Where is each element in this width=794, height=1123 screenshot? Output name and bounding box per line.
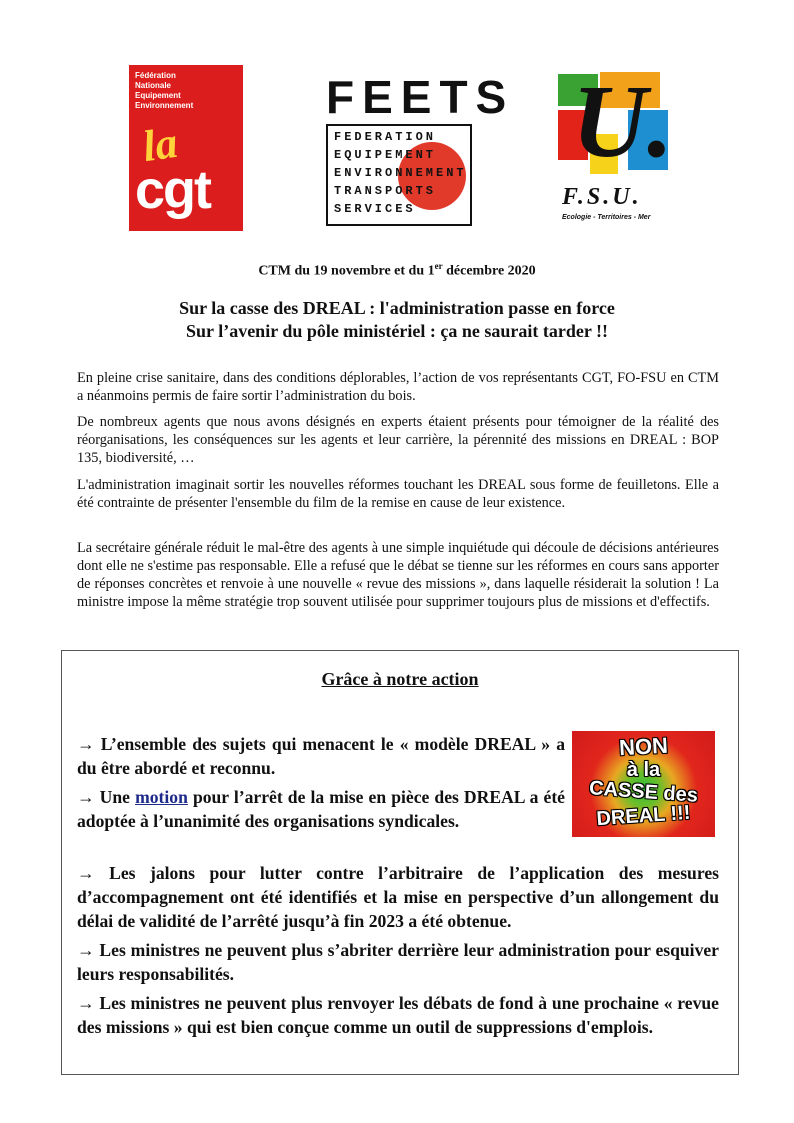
paragraph-administration: L'administration imaginait sortir les nouvelles réformes touchant les DREAL sous forme de feuilletons. Elle a été contrainte de présenter l'ensemble du film de la remise en cause de leur existence. — [77, 477, 719, 511]
paragraph-secretary: La secrétaire générale réduit le mal-être des agents à une simple inquiétude qui découle de décisions antérieures dont elle ne s'estime pas responsable. Elle a refusé que le débat se tienne sur les réformes en cours sans apporter de réponses concrètes et renvoie à une nouvelle « revue des missions », dans laquelle résiderait la solution ! La ministre impose la même stratégie trop souvent utilisée pour supprimer toujours plus de missions et d'effectifs. — [77, 540, 719, 610]
motion-link[interactable]: motion — [135, 787, 188, 807]
non-casse-dreal-badge — [572, 731, 715, 837]
fets-logo-row: TRANSPORTS — [334, 184, 437, 198]
action-item: → L’ensemble des sujets qui menacent le « modèle DREAL » a du être abordé et reconnu. — [77, 734, 565, 778]
cgt-logo-line: Nationale — [135, 81, 172, 90]
cgt-logo-line: Equipement — [135, 91, 181, 100]
badge-line: NON — [618, 732, 669, 761]
badge-line: CASSE des — [588, 777, 699, 807]
headline-pole: Sur l’avenir du pôle ministériel : ça ne saurait tarder !! — [186, 321, 608, 341]
action-item: → Les jalons pour lutter contre l’arbitraire de l’application des mesures d’accompagnement ont été identifiés et la mise en perspective d’un allongement du délai de validité de l’arrêté jusqu’à fin 2023 a été obtenue. — [77, 863, 719, 931]
cgt-logo — [129, 65, 243, 231]
action-item-text: → Une — [77, 787, 136, 807]
meeting-date — [0, 261, 794, 280]
fets-logo-row: ENVIRONNEMENT — [334, 166, 467, 180]
action-item: → Les ministres ne peuvent plus s’abriter derrière leur administration pour esquiver leurs responsabilités. — [77, 940, 719, 984]
cgt-logo-line: Environnement — [135, 101, 194, 110]
fsu-logo-letter: U. — [572, 64, 674, 179]
action-item: → Les ministres ne peuvent plus renvoyer les débats de fond à une prochaine « revue des missions » qui est bien conçue comme un outil de suppressions d'emplois. — [77, 993, 719, 1037]
meeting-date-prefix: CTM du 19 novembre et du 1 — [258, 263, 435, 279]
fets-logo — [322, 66, 515, 226]
cgt-logo-line: Fédération — [135, 71, 176, 80]
meeting-date-sup: er — [434, 261, 443, 271]
action-item-text: pour l’arrêt de la mise en pièce des DREAL a été adoptée à l’unanimité des organisations syndicales. — [77, 787, 565, 831]
headline-dreal: Sur la casse des DREAL : l'administration passe en force — [179, 298, 615, 318]
cgt-logo-la: la — [139, 117, 181, 172]
fets-logo-row: FEDERATION — [334, 130, 437, 144]
fsu-logo — [556, 64, 674, 228]
fsu-logo-subtitle: Ecologie - Territoires - Mer — [562, 214, 651, 221]
fets-logo-box — [326, 124, 472, 226]
action-title: Grâce à notre action — [321, 669, 479, 689]
fets-logo-title: FEETS — [326, 71, 515, 123]
fets-logo-row: EQUIPEMENT — [334, 148, 437, 162]
paragraph-intro: En pleine crise sanitaire, dans des conditions déplorables, l’action de vos représentants CGT, FO-FSU en CTM a néanmoins permis de faire sortir l’administration du bois. — [77, 370, 719, 404]
fets-logo-row: SERVICES — [334, 202, 416, 216]
meeting-date-suffix: décembre 2020 — [442, 263, 536, 279]
paragraph-experts: De nombreux agents que nous avons désignés en experts étaient présents pour témoigner de la réalité des réorganisations, les conséquences sur les agents et leur carrière, la pérennité des missions en DREAL : BOP 135, biodiversité, … — [77, 414, 719, 466]
fsu-logo-name: F.S.U. — [562, 184, 642, 210]
cgt-logo-name: cgt — [135, 160, 210, 220]
action-item — [77, 785, 565, 833]
badge-line: DREAL !!! — [595, 801, 692, 831]
badge-line: à la — [626, 759, 661, 781]
